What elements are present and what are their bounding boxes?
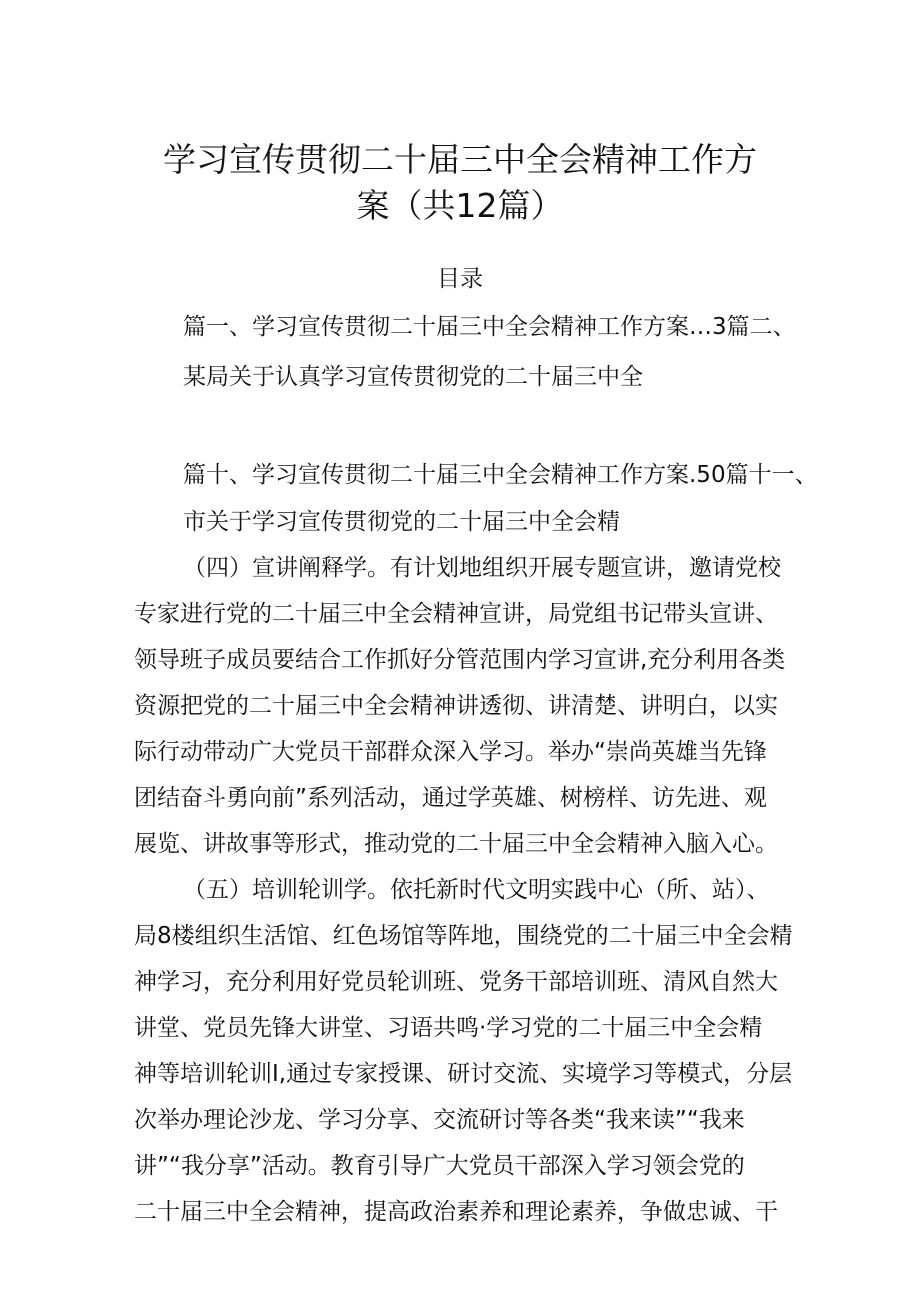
body-paragraph-line: 领导班子成员要结合工作抓好分管范围内学习宣讲,充分利用各类 (134, 647, 786, 673)
body-paragraph-line: 讲”“我分享”活动。教育引导广大党员干部深入学习领会党的 (134, 1153, 745, 1179)
body-paragraph-line: （五）培训轮训学。依托新时代文明实践中心（所、站）、 (183, 877, 770, 903)
body-paragraph-line: 二十届三中全会精神，提高政治素养和理论素养，争做忠诚、干 (134, 1199, 778, 1225)
body-paragraph-line: 团结奋斗勇向前”系列活动，通过学英雄、树榜样、访先进、观 (134, 785, 767, 811)
body-paragraph-line: 际行动带动广大党员干部群众深入学习。举办“崇尚英雄当先锋 (134, 739, 767, 765)
body-paragraph-line: 资源把党的二十届三中全会精神讲透彻、讲清楚、讲明白，以实 (134, 693, 778, 719)
body-paragraph-line: （四）宣讲阐释学。有计划地组织开展专题宣讲，邀请党校 (183, 555, 781, 581)
body-paragraph-line: 神学习，充分利用好党员轮训班、党务干部培训班、清风自然大 (134, 969, 778, 995)
body-paragraph-line: 专家进行党的二十届三中全会精神宣讲，局党组书记带头宣讲、 (134, 601, 778, 627)
toc-entry-line: 某局关于认真学习宣传贯彻党的二十届三中全 (183, 364, 643, 390)
toc-entry-line: 篇十、学习宣传贯彻二十届三中全会精神工作方案.50篇十一、 (183, 462, 818, 488)
body-paragraph-line: 次举办理论沙龙、学习分享、交流研讨等各类“我来读”“我来 (134, 1107, 745, 1133)
toc-heading: 目录 (437, 266, 483, 292)
toc-entry-line: 篇一、学习宣传贯彻二十届三中全会精神工作方案…3篇二、 (183, 314, 796, 340)
body-paragraph-line: 讲堂、党员先锋大讲堂、习语共鸣·学习党的二十届三中全会精 (134, 1015, 763, 1041)
document-title-line-1: 学习宣传贯彻二十届三中全会精神工作方 (163, 140, 757, 179)
body-paragraph-line: 局8楼组织生活馆、红色场馆等阵地，围绕党的二十届三中全会精 (134, 923, 793, 949)
toc-entry-line: 市关于学习宣传贯彻党的二十届三中全会精 (183, 509, 620, 535)
body-paragraph-line: 展览、讲故事等形式，推动党的二十届三中全会精神入脑入心。 (134, 831, 778, 857)
document-title-line-2: 案（共12篇） (356, 186, 564, 225)
body-paragraph-line: 神等培训轮训I,通过专家授课、研讨交流、实境学习等模式，分层 (134, 1061, 793, 1087)
